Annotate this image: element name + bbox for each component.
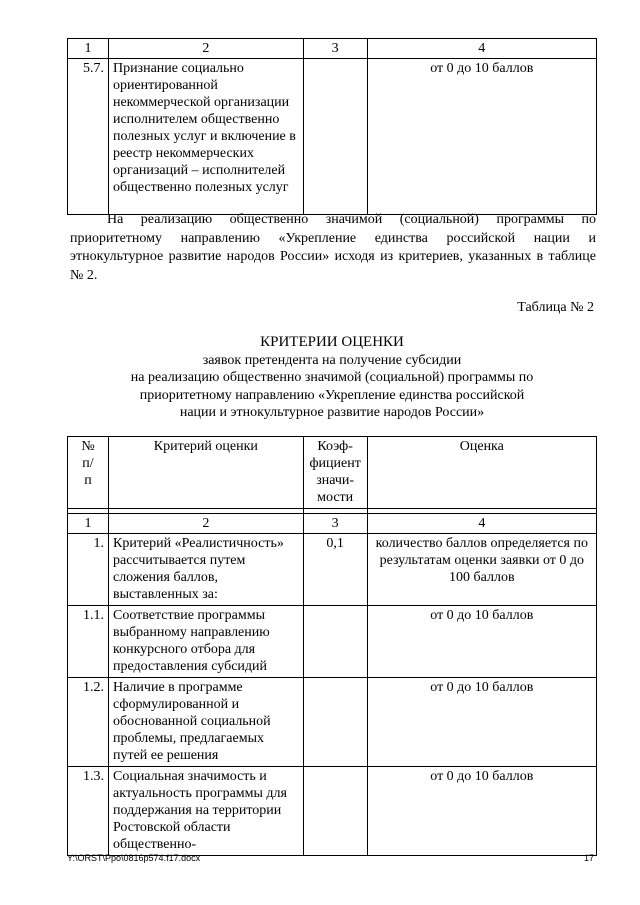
- coefficient-value: [303, 59, 367, 215]
- column-number-cell: 1: [68, 514, 109, 534]
- row-number: 1.3.: [68, 767, 109, 856]
- heading-line: приоритетному направлению «Укрепление единства российской: [139, 387, 525, 403]
- column-header-criterion: Критерий оценки: [108, 437, 303, 509]
- column-number-cell: 3: [303, 514, 367, 534]
- criteria-table: [67, 436, 597, 856]
- table-label: Таблица № 2: [517, 300, 594, 315]
- criterion-text: Признание социально ориентированной некоммерческой организации исполнителем общественно полезных услуг и включение в реестр некоммерческих организаций – исполнителей общественно полезных услуг: [108, 59, 303, 215]
- score-range: от 0 до 10 баллов: [367, 606, 596, 678]
- table-header-row: [68, 437, 597, 509]
- column-number-cell: 4: [367, 39, 596, 59]
- row-number: 1.1.: [68, 606, 109, 678]
- row-number: 1.: [68, 534, 109, 606]
- coefficient-value: [303, 767, 367, 856]
- criterion-text: Наличие в программе сформулированной и обоснованной социальной проблемы, предлагаемых путей ее решения: [108, 678, 303, 767]
- heading-line: на реализацию общественно значимой (социальной) программы по: [130, 370, 534, 385]
- footer-file-path: Y:\ORST\Ppo\0816p574.f17.docx: [67, 853, 201, 863]
- criterion-text: Критерий «Реалистичность» рассчитывается путем сложения баллов, выставленных за:: [108, 534, 303, 606]
- heading-line: нации и этнокультурное развитие народов России»: [179, 405, 485, 420]
- coefficient-value: 0,1: [303, 534, 367, 606]
- table-numbering-row: [68, 514, 597, 534]
- body-paragraph: На реализацию общественно значимой (социальной) программы по приоритетному направлению «Укрепление единства российской нации и этнокультурное развитие народов России» исходя из критериев, указанных в таблице № 2.: [70, 212, 596, 283]
- table-row: [68, 534, 597, 606]
- table-row: [68, 59, 597, 215]
- criteria-table-continued: [67, 38, 597, 215]
- column-number-cell: 3: [303, 39, 367, 59]
- column-number-cell: 2: [108, 514, 303, 534]
- column-header-coefficient: Коэф-фициент значи-мости: [303, 437, 367, 509]
- table-row: [68, 606, 597, 678]
- page-number: 17: [583, 853, 594, 863]
- criterion-text: Соответствие программы выбранному направлению конкурсного отбора для предоставления субсидий: [108, 606, 303, 678]
- heading-title: КРИТЕРИИ ОЦЕНКИ: [260, 334, 404, 350]
- column-header-score: Оценка: [367, 437, 596, 509]
- coefficient-value: [303, 678, 367, 767]
- score-range: от 0 до 10 баллов: [367, 678, 596, 767]
- table-numbering-row: [68, 39, 597, 59]
- column-header-number: № п/п: [68, 437, 109, 509]
- score-range: количество баллов определяется по результатам оценки заявки от 0 до 100 баллов: [367, 534, 596, 606]
- table-row: [68, 767, 597, 856]
- table-row: [68, 678, 597, 767]
- row-number: 5.7.: [68, 59, 109, 215]
- column-number-cell: 2: [108, 39, 303, 59]
- column-number-cell: 1: [68, 39, 109, 59]
- score-range: от 0 до 10 баллов: [367, 59, 596, 215]
- coefficient-value: [303, 606, 367, 678]
- column-number-cell: 4: [367, 514, 596, 534]
- score-range: от 0 до 10 баллов: [367, 767, 596, 856]
- criterion-text: Социальная значимость и актуальность программы для поддержания на территории Ростовской области общественно-: [108, 767, 303, 856]
- table-heading: [67, 334, 597, 422]
- row-number: 1.2.: [68, 678, 109, 767]
- heading-line: заявок претендента на получение субсидии: [202, 352, 462, 368]
